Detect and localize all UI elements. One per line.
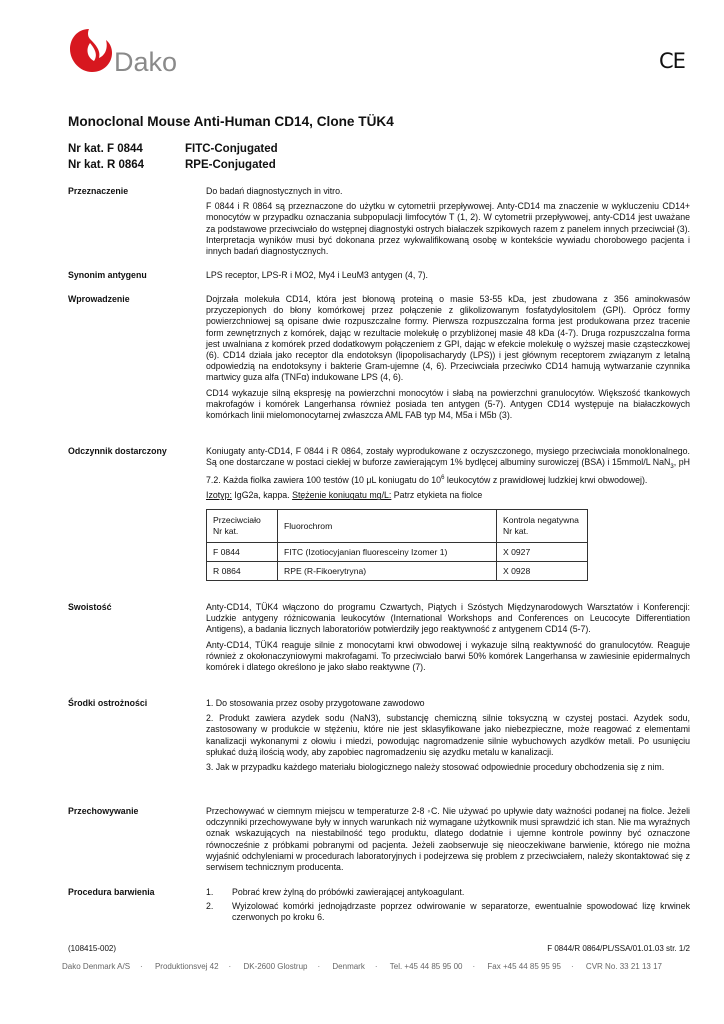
paragraph: 2. Produkt zawiera azydek sodu (NaN3), substancję chemiczną silnie toksyczną w czystej postaci. Azydek sodu, zastosowany w produkcie w stężeniu, które nie jest sklasyfikowane jako niebezpieczne, może reagować z elementami kanalizacji wykonanymi z ołowiu i miedzi, powodując nagromadzenie silnie wybuchowych azydków metali. Po usunięciu spłukać dużą ilością wody, aby zapobiec nagromadzeniu się azydku metalu w kanalizacji. (206, 713, 690, 757)
fluorochrome-table (206, 509, 588, 581)
section-synonym (206, 270, 690, 285)
catalog-number: Nr kat. F 0844 (68, 143, 143, 155)
table-cell: FITC (Izotiocyjanian fluoresceiny Izomer 1) (278, 543, 497, 562)
table-header: Przeciwciało Nr kat. (207, 510, 278, 543)
section-storage (206, 806, 690, 877)
company-footer: Dako Denmark A/S · Produktionsvej 42 · DK-2600 Glostrup · Denmark · Tel. +45 44 85 95 00 · Fax +45 44 85 95 95 · CVR No. 33 21 13 17 (62, 962, 662, 971)
staining-steps-list (206, 887, 690, 927)
table-row (207, 562, 588, 581)
document-code: (108415-002) (68, 944, 117, 953)
table-row (207, 543, 588, 562)
section-intended-use (206, 186, 690, 261)
ce-mark: CE (659, 49, 685, 73)
table-header: Kontrola negatywna Nr kat. (497, 510, 588, 543)
dako-logo (68, 25, 198, 77)
concentration-label: Stężenie koniugatu mg/L: (292, 490, 392, 501)
catalog-conjugate: RPE-Conjugated (185, 159, 276, 171)
catalog-conjugate: FITC-Conjugated (185, 143, 278, 155)
step-text: Wyizolować komórki jednojądrzaste poprzez odwirowanie w separatorze, ewentualnie spowodować lizę krwinek czerwonych po kroku 6. (232, 901, 690, 923)
paragraph: Anty-CD14, TÜK4 reaguje silnie z monocytami krwi obwodowej i wykazuje silną reaktywność do granulocytów. Reaguje również z okołonaczyniowymi makrofagami. To przeciwciało barwi 50% komórek Langerhansa w zawiesinie epidermalnych komórek i dlatego określono je jako słabo reaktywne (7). (206, 639, 690, 673)
brand-name: Dako (114, 47, 178, 77)
step-number: 2. (206, 901, 214, 912)
paragraph: Koniugaty anty-CD14, F 0844 i R 0864, zostały wyprodukowane z oczyszczonego, mysiego przeciwciała monoklonalnego. Są one dostarczane w postaci ciekłej w buforze zawierającym 1% bydlęcej albuminy surowiczej (BSA) i 15mmol/L NaN$_3$, pH 7.2. Każda fiolka zawiera 100 testów (10 μL koniugatu do $10^6$ leukocytów z prawidłowej ludzkiej krwi obwodowej). (206, 446, 690, 486)
paragraph: Dojrzała molekuła CD14, która jest błonową proteiną o masie 53-55 kDa, jest zbudowana z 356 aminokwasów przyczepionych do błony komórkowej przez połączenie z glikolizowanym fosfatydylositolem (GPI). Oprócz formy powierzchniowej są opisane dwie rozpuszczalne formy. Pierwsza rozpuszczalna forma jest produkowana przez tracenie form zewnętrznych z komórek, dając w rezultacie molekułę o przybliżonej masie 48 kDa (4-7). Druga rozpuszczalna forma jest uwalniana z komórek przed dodatkowym połączeniem z GPI, dając w efekcie molekułę o wyższej masie cząsteczkowej (6). CD14 działa jako receptor dla endotoksyn (lipopolisacharydy (LPS)) i jest głównym receptorem związanym z letalną odpowiedzią na endotoksyny i bakterie Gram-ujemne (4, 6). Przeciwciała przeciwko CD14 hamują wytwarzanie czynnika martwicy guza alfa (TNFα) indukowane LPS (4, 6). (206, 294, 690, 383)
paragraph: LPS receptor, LPS-R i MO2, My4 i LeuM3 antygen (4, 7). (206, 270, 428, 280)
section-label-intended-use: Przeznaczenie (68, 186, 129, 196)
table-cell: X 0928 (497, 562, 588, 581)
table-cell: X 0927 (497, 543, 588, 562)
section-label-precautions: Środki ostrożności (68, 698, 148, 708)
list-item (206, 887, 690, 898)
footer-phone: Tel. +45 44 85 95 00 (389, 962, 463, 971)
section-reagent (206, 446, 690, 581)
section-introduction (206, 294, 690, 425)
paragraph: 3. Jak w przypadku każdego materiału biologicznego należy stosować odpowiednie procedury obchodzenia się z nim. (206, 762, 665, 773)
section-specificity (206, 602, 690, 677)
list-item (206, 901, 690, 923)
page-reference: F 0844/R 0864/PL/SSA/01.01.03 str. 1/2 (547, 944, 690, 953)
footer-cvr: CVR No. 33 21 13 17 (585, 962, 662, 971)
footer-fax: Fax +45 44 85 95 95 (487, 962, 562, 971)
page-title: Monoclonal Mouse Anti-Human CD14, Clone TÜK4 (68, 114, 394, 129)
section-label-reagent: Odczynnik dostarczony (68, 446, 167, 456)
section-precautions (206, 698, 690, 777)
table-cell: R 0864 (207, 562, 278, 581)
paragraph-isotype: Izotyp: IgG2a, kappa. Stężenie koniugatu mg/L: Patrz etykieta na fiolce (206, 490, 483, 501)
footer-company: Dako Denmark A/S (62, 962, 131, 971)
table-header: Fluorochrom (278, 510, 497, 543)
paragraph: Anty-CD14, TÜK4 włączono do programu Czwartych, Piątych i Szóstych Międzynarodowych Warsztatów i Konferencji: Ludzkie antygeny różnicowania leukocytów (International Workshops and Conferences on Leucocyte Differentiation Antigens), a badania licznych laboratoriów potwierdziły jego reaktywność z antygenem CD14 (5-7). (206, 602, 690, 635)
step-text: Pobrać krew żylną do próbówki zawierającej antykoagulant. (232, 887, 465, 897)
section-label-storage: Przechowywanie (68, 806, 139, 816)
paragraph: 1. Do stosowania przez osoby przygotowane zawodowo (206, 698, 425, 708)
catalog-number: Nr kat. R 0864 (68, 159, 145, 171)
section-label-introduction: Wprowadzenie (68, 294, 130, 304)
paragraph: F 0844 i R 0864 są przeznaczone do użytku w cytometrii przepływowej. Anty-CD14 ma znaczenie w wykluczeniu CD14+ monocytów w przypadku oznaczania subpopulacji limfocytów T (1, 2). W cytometrii przepływowej, anty-CD14 jest uważane za podstawowe przeciwciało do wstępnej diagnostyki ostrych białaczek szpikowych razem z panelem innych przeciwciał (3). Interpretacja wyników musi być dokonana przez wykwalifikowaną osobę w kontekście wywiadu chorobowego pacjenta i innych badań diagnostycznych. (206, 201, 690, 257)
step-number: 1. (206, 887, 214, 897)
paragraph: Do badań diagnostycznych in vitro. (206, 186, 343, 196)
table-cell: RPE (R-Fikoerytryna) (278, 562, 497, 581)
footer-country: Denmark (332, 962, 365, 971)
paragraph: Przechowywać w ciemnym miejscu w temperaturze 2-8 ◦C. Nie używać po upływie daty ważności podanej na fiolce. Jeżeli odczynniki przechowywane były w innych warunkach niż wymagane użytkownik musi sprawdzić ich stan. Nie ma wyraźnych oznak wskazujących na niestabilność tego produktu, dlatego dodatnie i ujemne kontrole powinny być oznaczone równocześnie z próbkami pobranymi od pacjenta. Jeżeli zaobserwuje się nieoczekiwane barwienie, którego nie można wyjaśnić odchyleniami w procedurach laboratoryjnych i podejrzewa się problem z przeciwciałem, należy skontaktować się z serwisem technicznym producenta. (206, 806, 690, 873)
paragraph: CD14 wykazuje silną ekspresję na powierzchni monocytów i słabą na powierzchni granulocytów. Większość tkankowych makrofagów i komórek Langerhansa również posiada ten antygen (5-7). Antygen CD14 występuje na białaczkowych komórkach linii mielomonocytarnej zwłaszcza AML FAB typ M4, M5a i M5b (3). (206, 387, 690, 421)
section-label-specificity: Swoistość (68, 602, 112, 612)
table-cell: F 0844 (207, 543, 278, 562)
section-label-synonym: Synonim antygenu (68, 270, 147, 280)
footer-address: Produktionsvej 42 (154, 962, 219, 971)
table-header-row (207, 510, 588, 543)
section-label-staining-procedure: Procedura barwienia (68, 887, 155, 897)
isotype-label: Izotyp: (206, 490, 232, 501)
footer-city: DK-2600 Glostrup (243, 962, 308, 971)
